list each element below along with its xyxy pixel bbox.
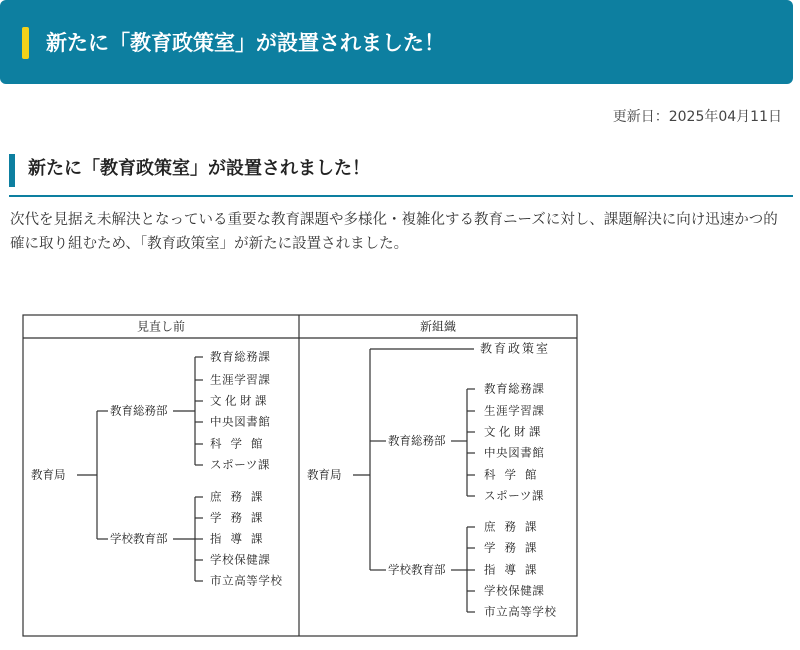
org-chart-image [22,314,578,638]
section-heading-text: 新たに「教育政策室」が設置されました！ [28,158,370,179]
banner-title: 新たに「教育政策室」が設置されました！ [46,31,445,55]
body-paragraph: 次代を見据え未解決となっている重要な教育課題や多様化・複雑化する教育ニーズに対し、課題解決に向け迅速かつ的確に取り組むため、「教育政策室」が新たに設置されました。 [10,212,778,252]
department-label: 学校教育部 [110,531,168,546]
section-item-label: 生涯学習課 [210,372,271,387]
new-unit-label: 教育政策室 [480,341,551,356]
section-item-label: 学校保健課 [484,583,545,598]
section-item-label: 学務課 [210,510,272,525]
before-column-header: 見直し前 [136,319,186,334]
section-item-label: 学務課 [484,540,546,555]
banner-accent-bar [22,27,29,59]
department-label: 教育総務部 [388,433,446,448]
section-item-label: 生涯学習課 [484,403,545,418]
section-item-label: 文化財課 [484,424,544,439]
section-item-label: 科学館 [210,436,272,451]
section-item-label: 中央図書館 [484,445,545,460]
section-item-label: 市立高等学校 [484,604,557,619]
section-item-label: 学校保健課 [210,552,271,567]
section-item-label: 指導課 [210,531,272,546]
page-banner [0,0,793,84]
section-item-label: 中央図書館 [210,414,271,429]
section-item-label: 教育総務課 [210,349,271,364]
section-item-label: 庶務課 [484,519,546,534]
section-item-label: 文化財課 [210,393,270,408]
section-item-label: 庶務課 [210,489,272,504]
department-label: 教育総務部 [110,403,168,418]
section-item-label: 指導課 [484,562,546,577]
root-org-label: 教育局 [31,467,66,482]
update-date: 更新日：2025年04月11日 [612,109,782,125]
chart-labels [31,319,557,619]
section-item-label: 教育総務課 [484,381,545,396]
section-item-label: スポーツ課 [484,488,545,503]
department-label: 学校教育部 [388,562,446,577]
heading-accent-bar [9,154,15,187]
section-heading [9,148,793,197]
root-org-label: 教育局 [307,467,342,482]
after-column-header: 新組織 [419,319,457,334]
section-item-label: 科学館 [484,467,546,482]
section-item-label: 市立高等学校 [210,573,283,588]
section-item-label: スポーツ課 [210,457,271,472]
